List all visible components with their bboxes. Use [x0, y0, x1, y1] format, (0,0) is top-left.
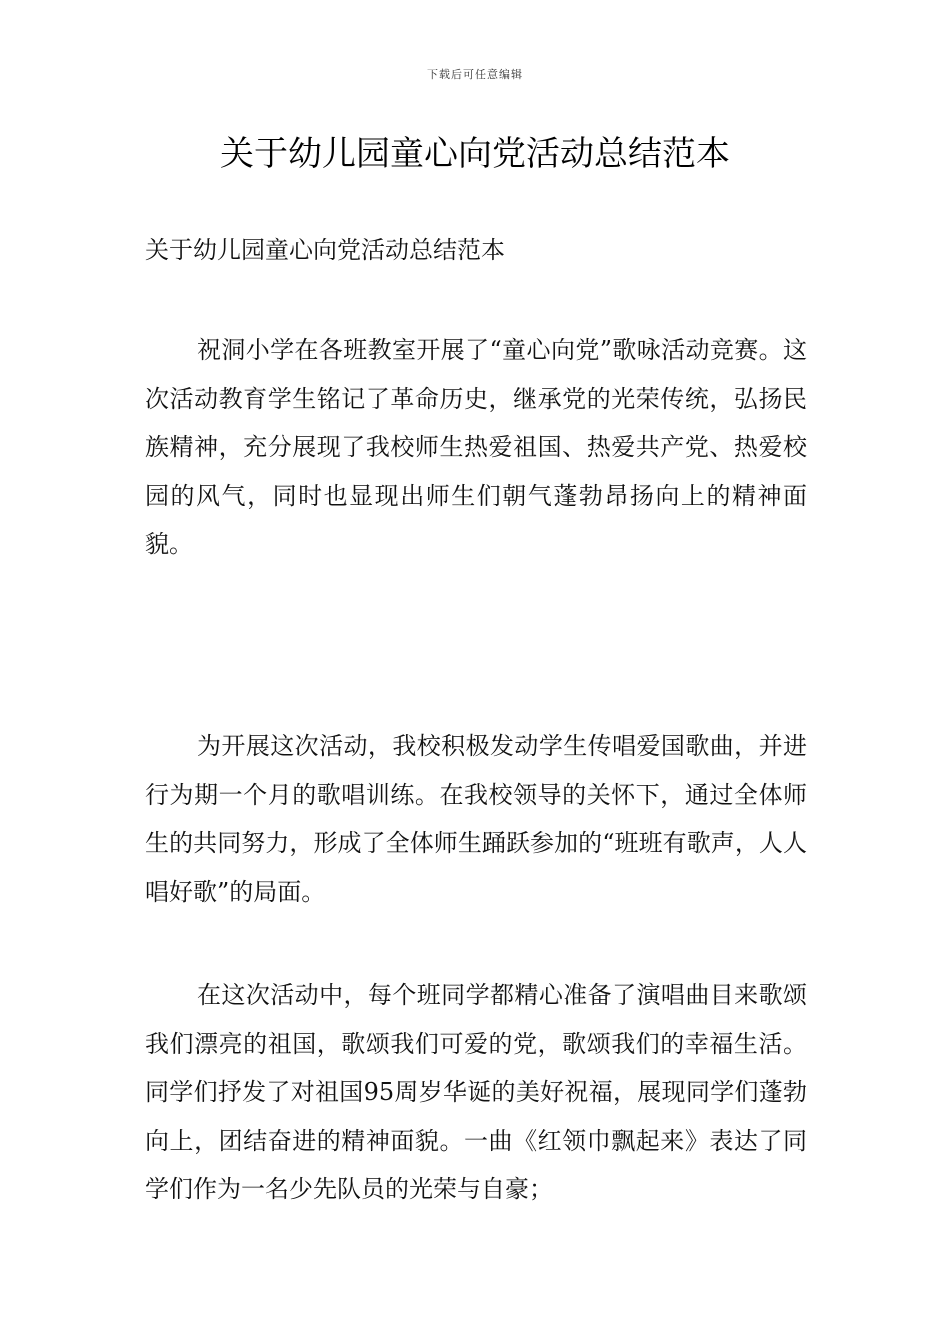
- body-paragraph-2: 为开展这次活动，我校积极发动学生传唱爱国歌曲，并进行为期一个月的歌唱训练。在我校领导的关怀下，通过全体师生的共同努力，形成了全体师生踊跃参加的“班班有歌声，人人唱好歌”的局面。: [145, 732, 807, 906]
- header-note: 下载后可任意编辑: [427, 68, 523, 81]
- body-paragraph-3: 在这次活动中，每个班同学都精心准备了演唱曲目来歌颂我们漂亮的祖国，歌颂我们可爱的党，歌颂我们的幸福生活。同学们抒发了对祖国95周岁华诞的美好祝福，展现同学们蓬勃向上，团结奋进的精神面貌。一曲《红领巾飘起来》表达了同学们作为一名少先队员的光荣与自豪；: [145, 981, 807, 1203]
- body-paragraph-1: 祝洞小学在各班教室开展了“童心向党”歌咏活动竞赛。这次活动教育学生铭记了革命历史，继承党的光荣传统，弘扬民族精神，充分展现了我校师生热爱祖国、热爱共产党、热爱校园的风气，同时也显现出师生们朝气蓬勃昂扬向上的精神面貌。: [145, 336, 807, 558]
- document-title: 关于幼儿园童心向党活动总结范本: [220, 134, 730, 174]
- document-subtitle: 关于幼儿园童心向党活动总结范本: [145, 236, 505, 264]
